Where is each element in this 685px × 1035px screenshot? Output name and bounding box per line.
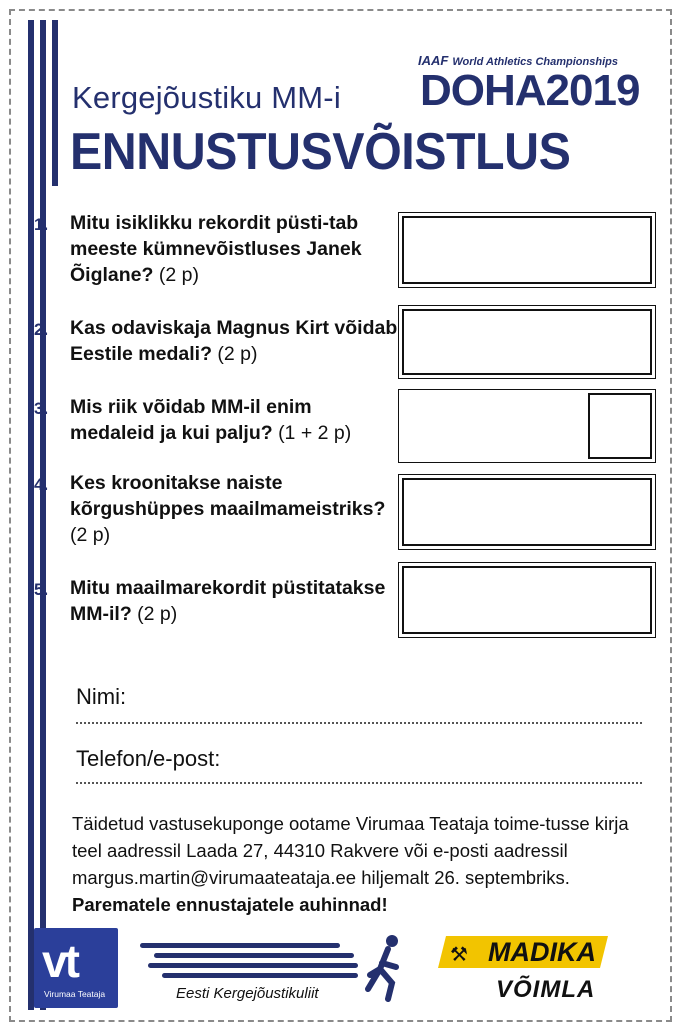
- event-logo-caption: IAAF World Athletics Championships: [418, 53, 618, 68]
- contact-label: Telefon/e-post:: [76, 746, 221, 771]
- answer-box-3[interactable]: [398, 389, 656, 463]
- info-text: Täidetud vastusekuponge ootame Virumaa Teataja toime-tusse kirja teel aadressil Laada 27, 44310 Rakvere või e-posti aadressil margus.martin@virumaateataja.ee hiljemalt 26. septembriks. Parematele ennustajatele auhinnad!: [72, 813, 629, 915]
- contact-field[interactable]: [76, 782, 642, 784]
- page-title: ENNUSTUSVÕISTLUS: [70, 123, 571, 181]
- dumbbell-icon: ⚒: [450, 944, 468, 966]
- event-logo-tagline: World Athletics Championships: [452, 56, 618, 68]
- prize-note: Parematele ennustajatele auhinnad!: [72, 894, 388, 915]
- decorative-stripes: [22, 20, 70, 1010]
- answer-box-4[interactable]: [398, 474, 656, 550]
- event-logo: DOHA2019: [420, 66, 640, 115]
- vt-logo: vt Virumaa Teataja: [34, 928, 118, 1008]
- answer-box-1[interactable]: [398, 212, 656, 288]
- runner-icon: [362, 933, 412, 1003]
- madika-logo: ⚒ MADIKA VÕIMLA: [442, 936, 604, 1008]
- name-label: Nimi:: [76, 684, 127, 709]
- ekl-logo: Eesti Kergejõustikuliit: [140, 935, 420, 1005]
- answer-box-5[interactable]: [398, 562, 656, 638]
- name-field[interactable]: [76, 722, 642, 724]
- subtitle: Kergejõustiku MM-i: [72, 80, 341, 115]
- answer-box-2[interactable]: [398, 305, 656, 379]
